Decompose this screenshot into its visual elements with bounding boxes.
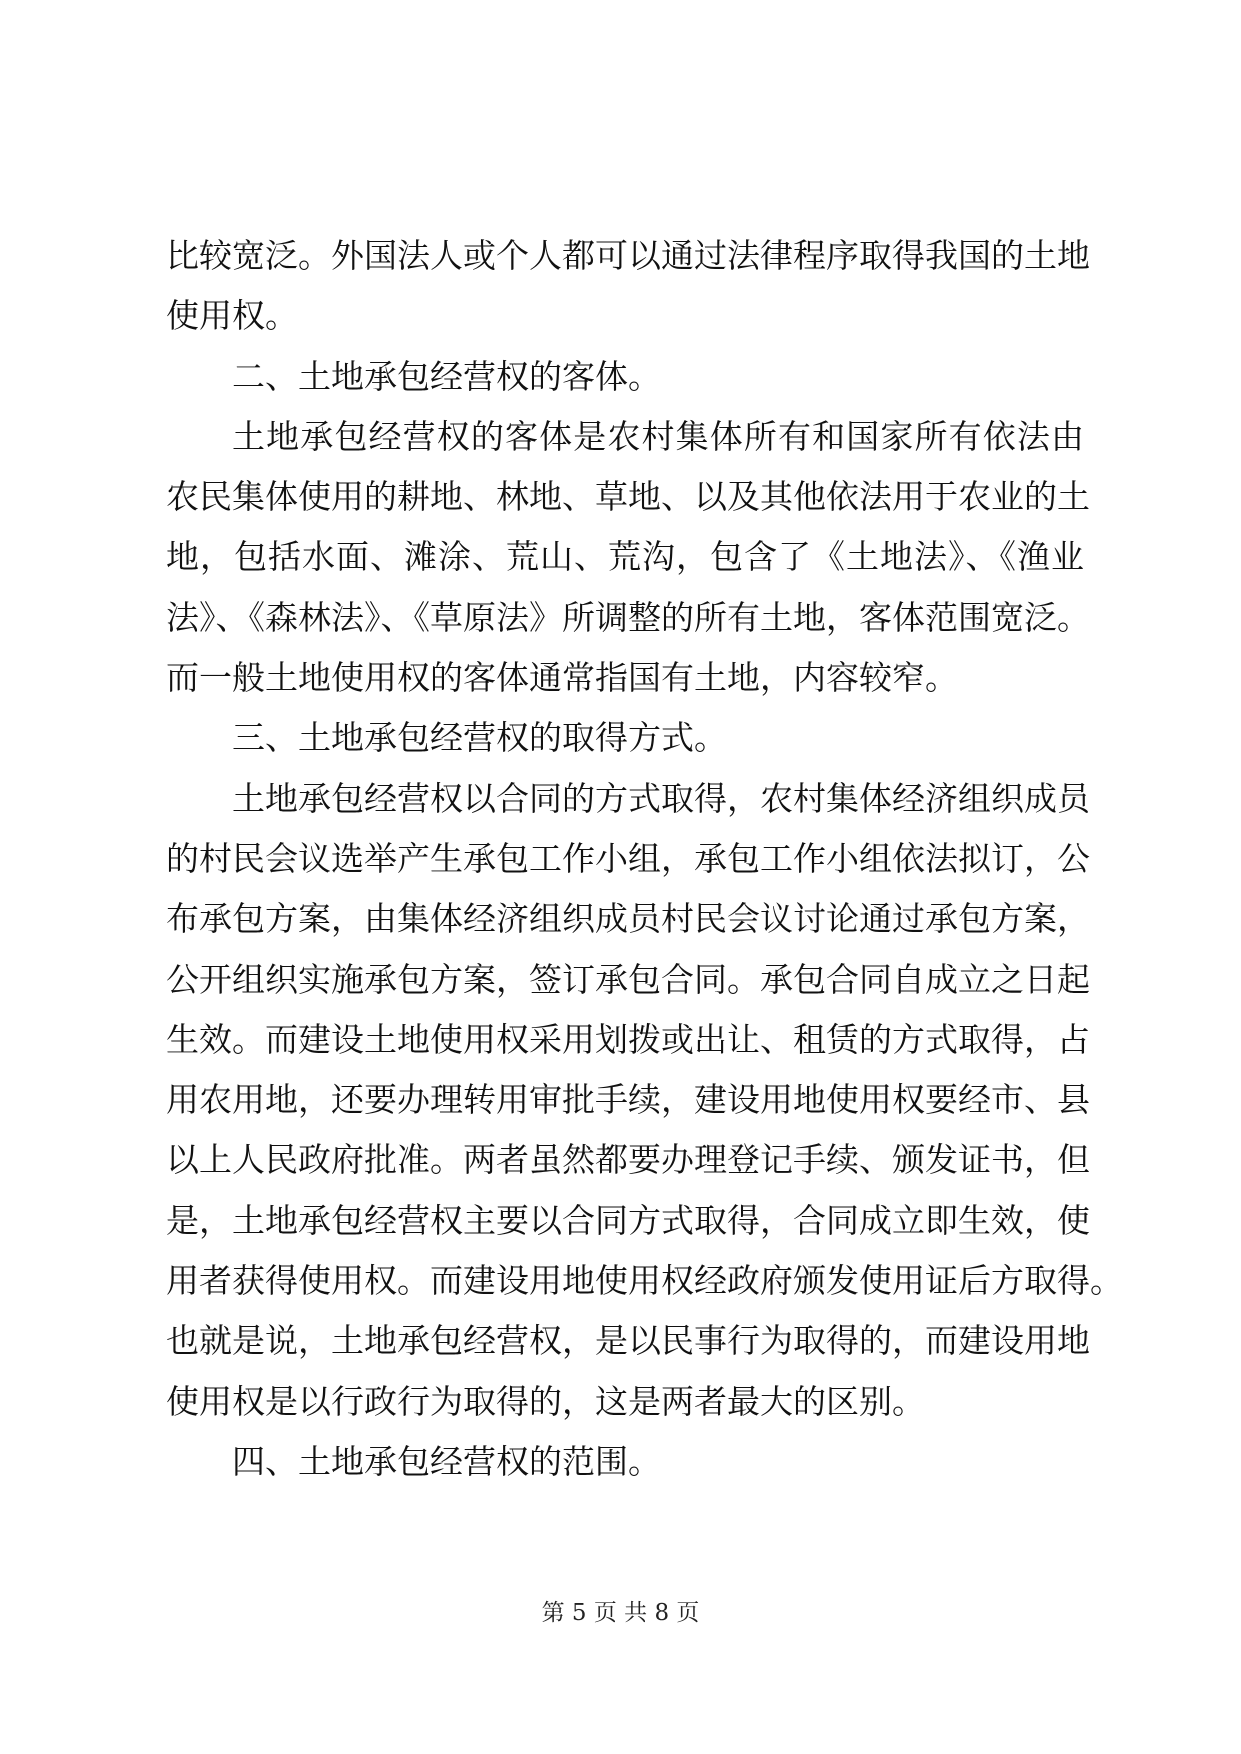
text-line: 以上人民政府批准。两者虽然都要办理登记手续、颁发证书，但 bbox=[166, 1140, 1090, 1180]
text-line: 生效。而建设土地使用权采用划拨或出让、租赁的方式取得，占 bbox=[166, 1019, 1090, 1059]
text-line: 也就是说，土地承包经营权，是以民事行为取得的，而建设用地 bbox=[166, 1321, 1090, 1361]
text-line: 的村民会议选举产生承包工作小组，承包工作小组依法拟订，公 bbox=[166, 838, 1090, 878]
text-line: 比较宽泛。外国法人或个人都可以通过法律程序取得我国的土地 bbox=[166, 236, 1090, 275]
text-line: 布承包方案，由集体经济组织成员村民会议讨论通过承包方案， bbox=[166, 899, 1090, 939]
text-line: 用者获得使用权。而建设用地使用权经政府颁发使用证后方取得。 bbox=[166, 1261, 1123, 1301]
text-line: 农民集体使用的耕地、林地、草地、以及其他依法用于农业的土 bbox=[166, 477, 1090, 517]
text-line: 土地承包经营权以合同的方式取得，农村集体经济组织成员 bbox=[232, 778, 1090, 818]
text-line: 而一般土地使用权的客体通常指国有土地，内容较窄。 bbox=[166, 658, 958, 698]
text-line: 地，包括水面、滩涂、荒山、荒沟，包含了《土地法》、《渔业 bbox=[166, 537, 1084, 577]
text-line: 用农用地，还要办理转用审批手续，建设用地使用权要经市、县 bbox=[166, 1080, 1090, 1120]
text-line: 是，土地承包经营权主要以合同方式取得，合同成立即生效，使 bbox=[166, 1200, 1090, 1240]
section-heading: 四、土地承包经营权的范围。 bbox=[232, 1441, 661, 1481]
text-line: 土地承包经营权的客体是农村集体所有和国家所有依法由 bbox=[232, 416, 1084, 456]
text-line: 公开组织实施承包方案，签订承包合同。承包合同自成立之日起 bbox=[166, 959, 1090, 999]
document-body bbox=[166, 226, 1123, 1492]
page-number-footer: 第 5 页 共 8 页 bbox=[541, 1600, 700, 1626]
section-heading: 二、土地承包经营权的客体。 bbox=[232, 356, 661, 396]
text-line: 法》、《森林法》、《草原法》所调整的所有土地，客体范围宽泛。 bbox=[166, 597, 1090, 637]
text-line: 使用权是以行政行为取得的，这是两者最大的区别。 bbox=[166, 1381, 925, 1421]
text-line: 使用权。 bbox=[166, 296, 298, 336]
section-heading: 三、土地承包经营权的取得方式。 bbox=[232, 718, 727, 758]
